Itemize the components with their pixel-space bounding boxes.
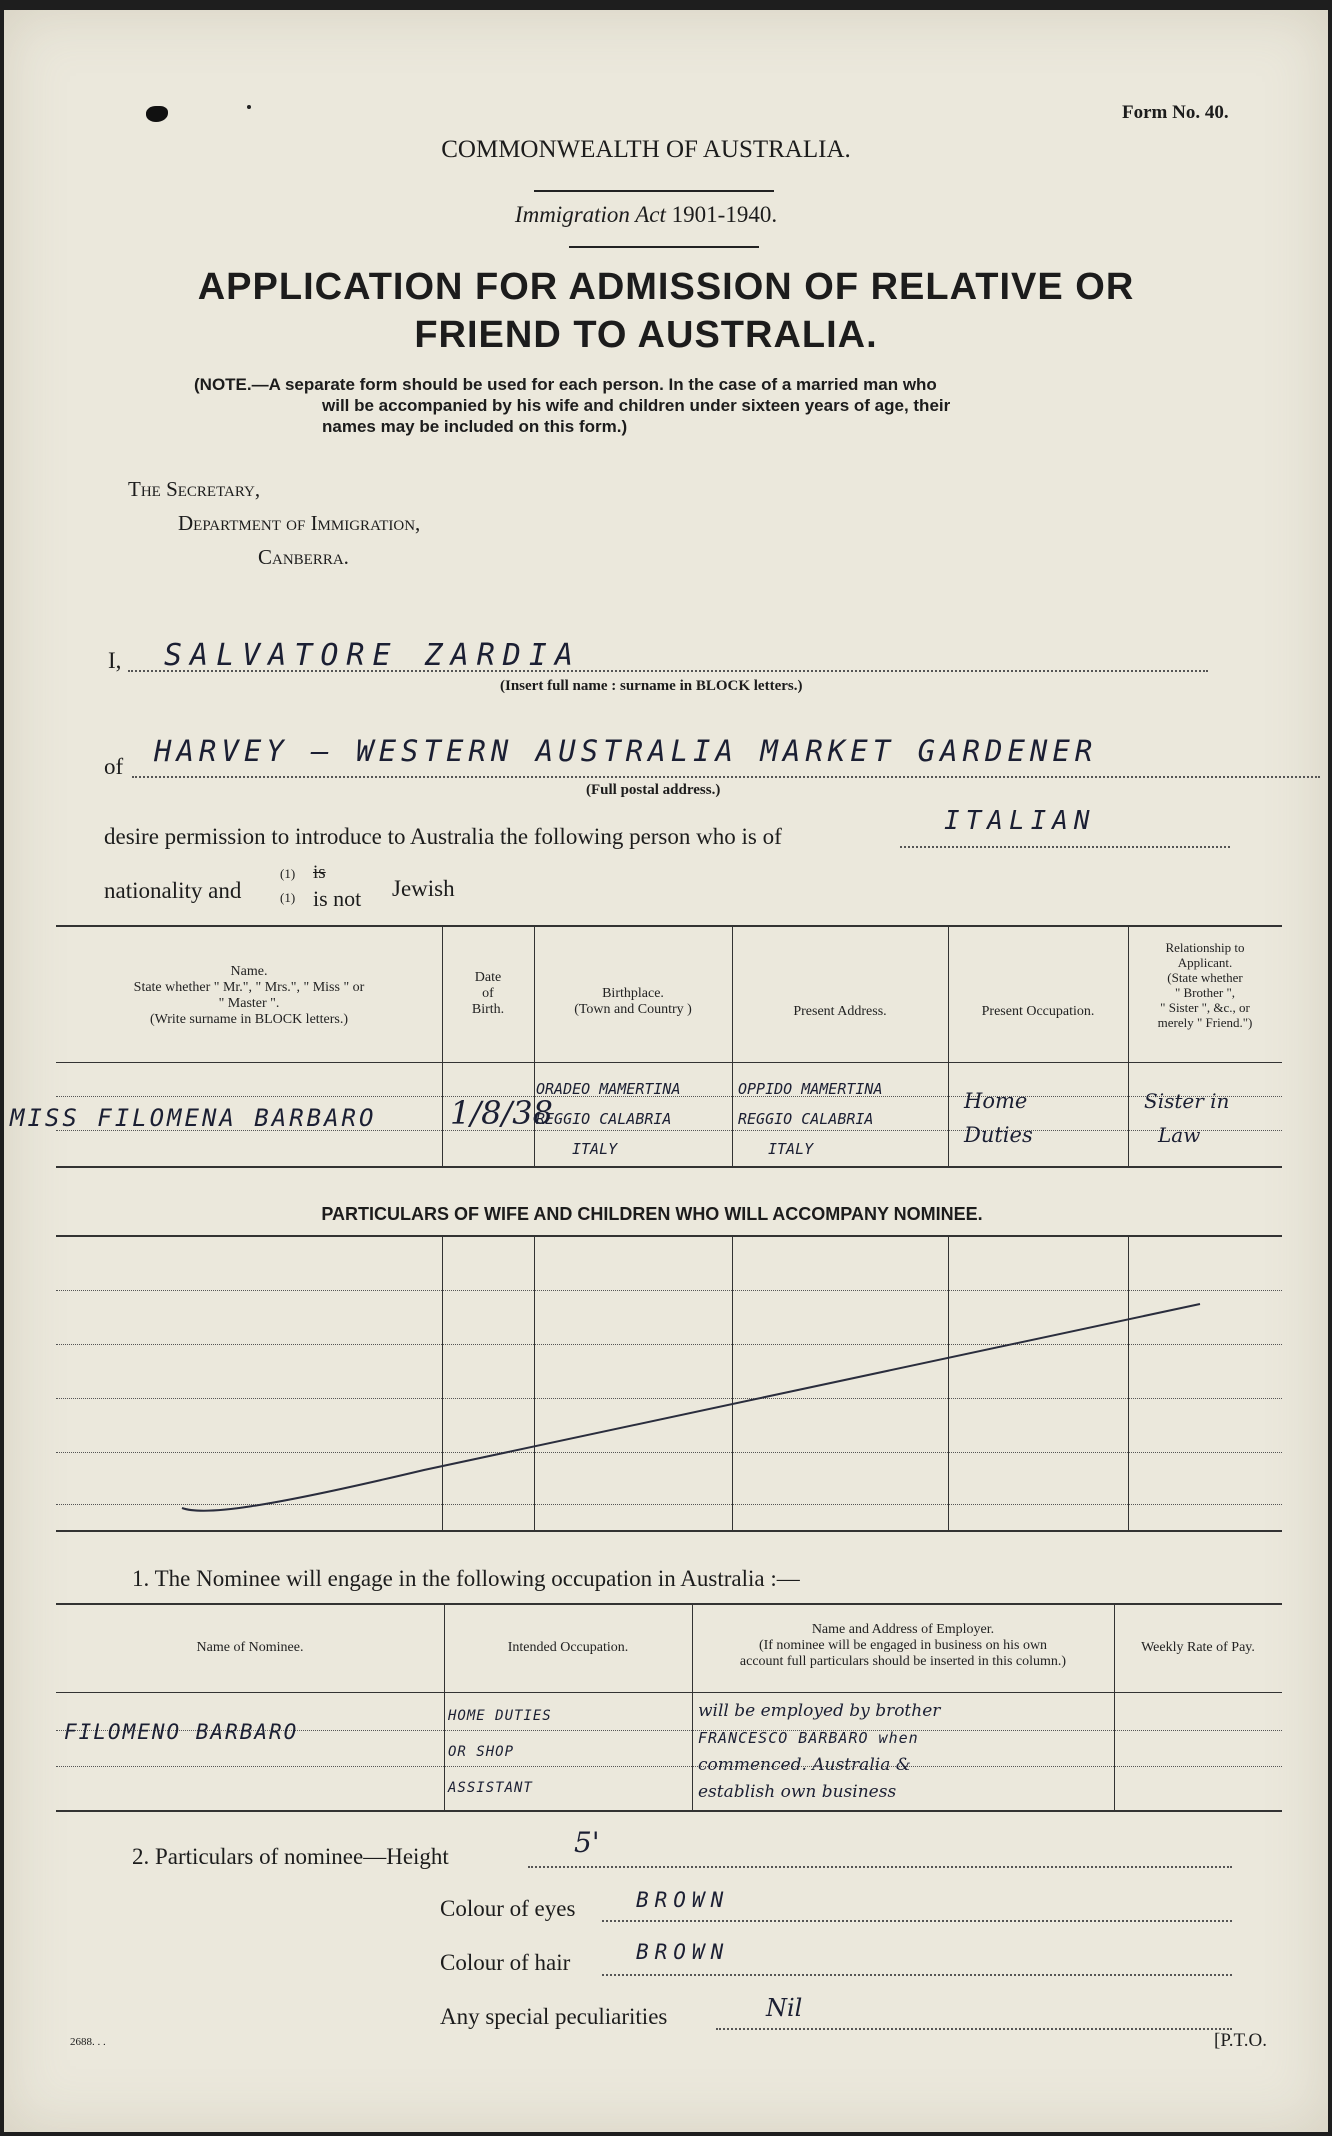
eyes-label: Colour of eyes xyxy=(440,1896,576,1921)
col-header-relationship: Relationship to Applicant. (State whether " Brother ", " Sister ", &c., or merely " Friend.") xyxy=(1157,940,1253,1030)
hair-label: Colour of hair xyxy=(440,1950,571,1975)
wife-children-heading: PARTICULARS OF WIFE AND CHILDREN WHO WILL ACCOMPANY NOMINEE. xyxy=(321,1204,983,1224)
col-header-name: Name. State whether " Mr.", " Mrs.", " Miss " or " Master ". (Write surname in BLOCK letters.) xyxy=(133,964,365,1027)
jewish-label: Jewish xyxy=(392,876,455,901)
row-rule xyxy=(56,1766,1282,1767)
nominee-dob: 1/8/38 xyxy=(450,1094,553,1132)
eyes-value: BROWN xyxy=(636,1888,730,1912)
authority-heading: COMMONWEALTH OF AUSTRALIA. xyxy=(441,136,851,163)
form-number: Form No. 40. xyxy=(1122,102,1229,123)
note-line-2: will be accompanied by his wife and children under sixteen years of age, their xyxy=(322,396,951,415)
nominee-name: MISS FILOMENA BARBARO xyxy=(10,1104,377,1132)
applicant-prefix: I, xyxy=(108,648,122,673)
nationality-label: nationality and xyxy=(104,878,242,903)
print-code: 2688. . . xyxy=(70,2036,106,2048)
particulars-heading: 2. Particulars of nominee—Height xyxy=(132,1844,449,1869)
note-line-3: names may be included on this form.) xyxy=(322,417,628,436)
of-label: of xyxy=(104,754,124,779)
footnote-mark-1: (1) xyxy=(280,866,296,881)
is-not-option: is not xyxy=(313,886,362,911)
peculiarities-line xyxy=(716,2028,1232,2030)
nominee-relationship: Sister in Law xyxy=(1144,1089,1230,1147)
nominee-address: OPPIDO MAMERTINA REGGIO CALABRIA ITALY xyxy=(738,1080,883,1158)
applicant-address: HARVEY — WESTERN AUSTRALIA MARKET GARDENER xyxy=(154,734,1098,768)
act-name: Immigration Act xyxy=(514,202,666,227)
note-line-1: (NOTE.—A separate form should be used for each person. In the case of a married man who xyxy=(194,375,937,394)
act-years: 1901-1940. xyxy=(671,202,778,227)
height-value: 5' xyxy=(574,1826,600,1859)
title-line-1: APPLICATION FOR ADMISSION OF RELATIVE OR xyxy=(197,266,1135,308)
col-header-address: Present Address. xyxy=(793,1004,887,1019)
table-rule xyxy=(56,1692,1282,1693)
pto-mark: [P.T.O. xyxy=(1214,2030,1267,2051)
nominee-nationality: ITALIAN xyxy=(944,806,1096,836)
col-header-dob: Date of Birth. xyxy=(471,970,505,1017)
footnote-mark-2: (1) xyxy=(280,890,296,905)
height-line xyxy=(528,1866,1232,1868)
employer-details: will be employed by brother FRANCESCO BARBARO when commenced. Australia & establish own business xyxy=(698,1701,941,1802)
occupation-heading: 1. The Nominee will engage in the following occupation in Australia :— xyxy=(132,1566,800,1591)
ink-dot xyxy=(247,105,251,109)
hair-line xyxy=(602,1974,1232,1976)
col-rule xyxy=(1114,1604,1115,1810)
col-rule xyxy=(444,1604,445,1810)
table-rule xyxy=(56,1810,1282,1812)
table-rule xyxy=(56,1603,1282,1605)
hair-value: BROWN xyxy=(636,1940,730,1964)
addressee-line-3: Canberra. xyxy=(258,545,349,569)
title-line-2: FRIEND TO AUSTRALIA. xyxy=(414,314,878,356)
form-page xyxy=(4,10,1328,2132)
applicant-name: SALVATORE ZARDIA xyxy=(164,638,581,673)
col-header-occupation: Present Occupation. xyxy=(981,1004,1095,1019)
strike-through-mark xyxy=(4,10,1328,2132)
peculiarities-label: Any special peculiarities xyxy=(440,2004,668,2029)
col-header-birthplace: Birthplace. (Town and Country ) xyxy=(574,986,692,1017)
eyes-line xyxy=(602,1920,1232,1922)
is-option-struck: is xyxy=(313,862,326,883)
col-header-intended-occupation: Intended Occupation. xyxy=(507,1640,629,1655)
col-header-nominee: Name of Nominee. xyxy=(196,1640,304,1655)
occupation-nominee-name: FILOMENO BARBARO xyxy=(64,1720,299,1744)
col-header-employer: Name and Address of Employer. (If nominee will be engaged in business on his own account full particulars should be inserted in this column.) xyxy=(739,1622,1067,1669)
applicant-name-hint: (Insert full name : surname in BLOCK letters.) xyxy=(500,678,803,694)
addressee-line-2: Department of Immigration, xyxy=(178,511,421,535)
peculiarities-value: Nil xyxy=(766,1994,803,2022)
nominee-birthplace: ORADEO MAMERTINA REGGIO CALABRIA ITALY xyxy=(536,1080,681,1158)
desire-text: desire permission to introduce to Australia the following person who is of xyxy=(104,824,782,849)
nominee-occupation: Home Duties xyxy=(964,1089,1033,1147)
addressee-line-1: The Secretary, xyxy=(128,477,261,501)
address-hint: (Full postal address.) xyxy=(586,782,721,798)
intended-occupation: HOME DUTIES OR SHOP ASSISTANT xyxy=(448,1708,552,1796)
col-header-weekly-pay: Weekly Rate of Pay. xyxy=(1141,1640,1255,1655)
